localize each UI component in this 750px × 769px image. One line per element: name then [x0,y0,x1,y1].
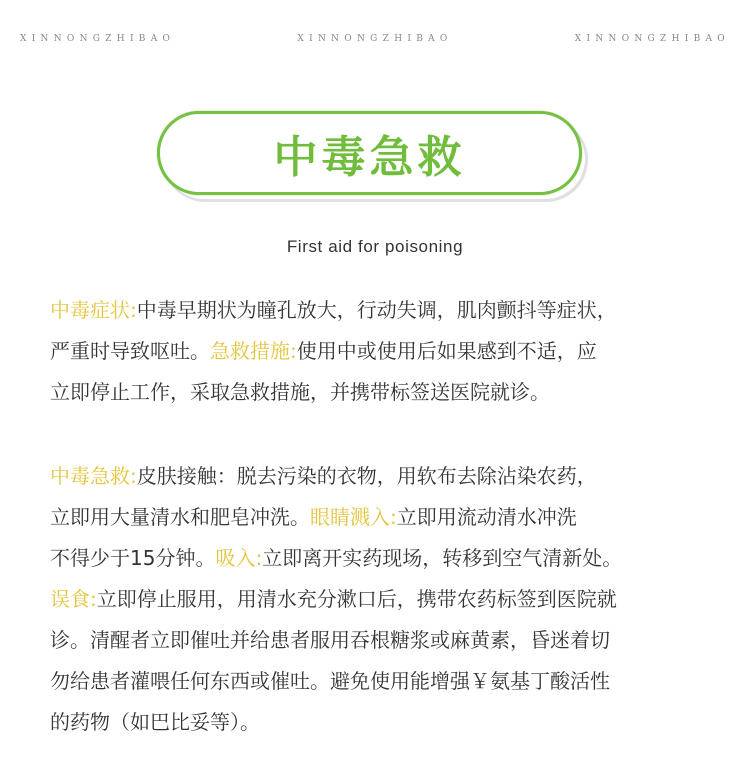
body-text: 的药物（如巴比妥等）。 [50,710,260,734]
text-line [50,290,720,331]
text-line [50,661,720,702]
page-subtitle: First aid for poisoning [286,237,464,256]
symptoms-paragraph [50,290,720,413]
section-label-symptoms: 中毒症状: [50,298,137,322]
body-text: 立即停止服用，用清水充分漱口后，携带农药标签到医院就 [96,587,617,611]
body-text: 不得少于15分钟。 [50,546,216,570]
first-aid-paragraph [50,456,720,743]
section-label-ingestion: 误食: [50,587,97,611]
text-line [50,538,720,579]
watermark-segment: XINNONGZHIBAO [574,34,730,44]
text-line [50,702,720,743]
section-label-poisoning-first-aid: 中毒急救: [50,464,137,488]
watermark-segment: XINNONGZHIBAO [20,34,176,44]
body-text: 严重时导致呕吐。 [50,339,210,363]
body-text: 立即停止工作，采取急救措施，并携带标签送医院就诊。 [50,380,550,404]
text-line [50,456,720,497]
body-text: 皮肤接触：脱去污染的衣物，用软布去除沾染农药， [136,464,597,488]
section-label-eye-contact: 眼睛溅入: [310,505,397,529]
text-line [50,372,720,413]
section-label-first-aid-measures: 急救措施: [210,339,297,363]
section-label-inhalation: 吸入: [215,546,263,570]
watermark-segment: XINNONGZHIBAO [297,34,453,44]
body-text: 立即离开实药现场，转移到空气清新处。 [262,546,623,570]
body-text: 立即用大量清水和肥皂冲洗。 [50,505,310,529]
body-text: 诊。清醒者立即催吐并给患者服用吞根糖浆或麻黄素，昏迷着切 [50,628,610,652]
text-line [50,331,720,372]
body-text: 中毒早期状为瞳孔放大，行动失调，肌肉颤抖等症状， [136,298,617,322]
text-line [50,620,720,661]
title-banner [157,111,582,195]
page-title: 中毒急救 [273,132,466,183]
text-line [50,497,720,538]
body-text: 勿给患者灌喂任何东西或催吐。避免使用能增强￥氨基丁酸活性 [50,669,610,693]
body-text: 立即用流动清水冲洗 [396,505,577,529]
text-line [50,579,720,620]
body-text: 使用中或使用后如果感到不适，应 [296,339,597,363]
header-watermark [0,34,750,48]
